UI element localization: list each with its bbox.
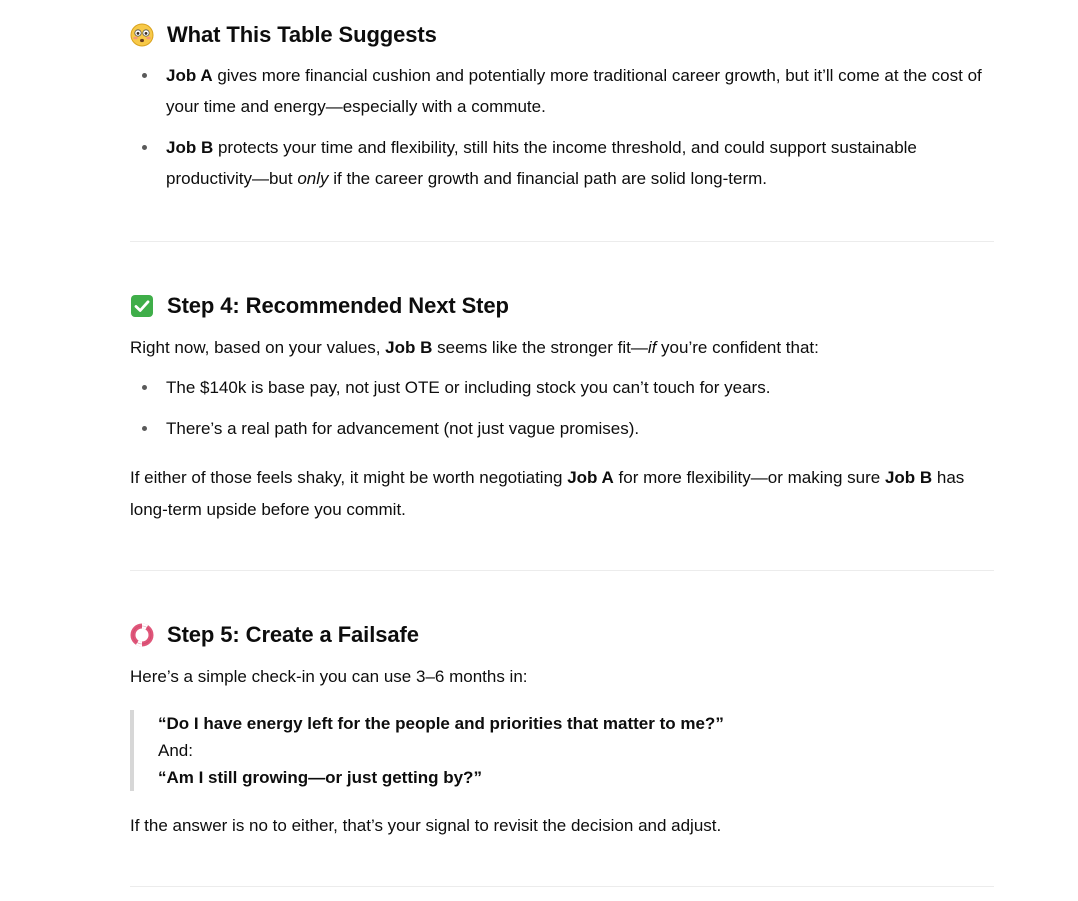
quote-line: And: <box>158 741 193 760</box>
quote-line: “Am I still growing—or just getting by?” <box>158 768 482 787</box>
emphasis-text: only <box>297 169 329 188</box>
section-divider <box>130 570 994 571</box>
step-4-followup <box>130 462 994 526</box>
blockquote <box>130 710 958 791</box>
step-4-section <box>130 291 994 526</box>
intro-text: you’re confident that: <box>656 338 819 357</box>
step-5-section <box>130 620 994 692</box>
job-label: Job B <box>884 468 933 487</box>
followup-text: for more flexibility—or making sure <box>613 468 885 487</box>
job-label: Job A <box>567 468 614 487</box>
check-mark-button-icon <box>130 294 154 318</box>
ring-buoy-icon <box>130 623 154 647</box>
step-5-intro: Here’s a simple check-in you can use 3–6 months in: <box>130 667 528 686</box>
bullet-text: gives more financial cushion and potentially more traditional career growth, but it’ll come at the cost of your time and energy—especially with a commute. <box>166 66 982 116</box>
followup-text: has long-term upside before you commit. <box>130 468 965 519</box>
job-label: Job A <box>166 66 213 85</box>
table-summary-section <box>130 20 994 194</box>
intro-text: seems like the stronger fit— <box>432 338 648 357</box>
bullet-text: protects your time and flexibility, still hits the income threshold, and could support sustainable productivity—but <box>166 138 917 188</box>
section-heading-text: Step 5: Create a Failsafe <box>167 622 419 647</box>
job-label: Job B <box>166 138 214 157</box>
step-4-intro <box>130 332 994 363</box>
job-label: Job B <box>385 338 433 357</box>
section-heading-text: What This Table Suggests <box>167 22 437 47</box>
list-item: There’s a real path for advancement (not just vague promises). <box>130 413 994 444</box>
list-item <box>130 60 994 122</box>
list-item <box>130 132 994 194</box>
section-heading <box>130 20 994 50</box>
step-5-closing: If the answer is no to either, that’s your signal to revisit the decision and adjust. <box>130 816 722 835</box>
list-item: The $140k is base pay, not just OTE or including stock you can’t touch for years. <box>130 372 994 403</box>
section-heading-text: Step 4: Recommended Next Step <box>167 293 509 318</box>
step-4-bullet-list <box>130 372 994 444</box>
flushed-face-icon <box>130 23 154 47</box>
summary-bullet-list <box>130 60 994 194</box>
bullet-text: if the career growth and financial path are solid long-term. <box>328 169 767 188</box>
followup-text: If either of those feels shaky, it might be worth negotiating <box>130 468 568 487</box>
section-heading <box>130 291 994 321</box>
section-heading <box>130 620 994 650</box>
section-divider <box>130 886 994 887</box>
quote-line: “Do I have energy left for the people and priorities that matter to me?” <box>158 714 724 733</box>
emphasis-text: if <box>647 338 657 357</box>
section-divider <box>130 241 994 242</box>
intro-text: Right now, based on your values, <box>130 338 386 357</box>
